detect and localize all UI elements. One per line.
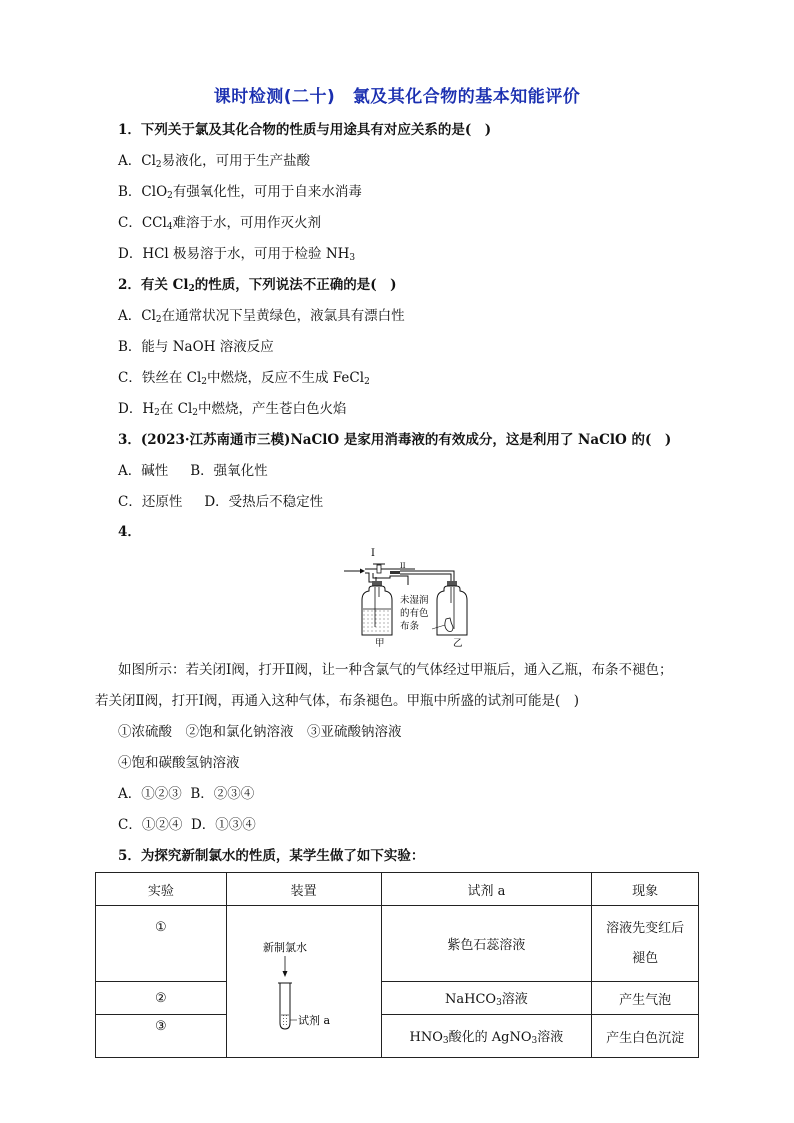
q2-option-b: B．能与 NaOH 溶液反应 xyxy=(118,339,274,355)
q3-options-ab xyxy=(118,462,268,480)
q1-stem: 1．下列关于氯及其化合物的性质与用途具有对应关系的是( ) xyxy=(118,122,492,138)
q4-choices-line2: ④饱和碳酸氢钠溶液 xyxy=(118,755,240,771)
q2-option-c: C．铁丝在 $Cl_2$中燃烧，反应不生成 FeCl$_2$ xyxy=(118,370,370,387)
reagent-cell: NaHCO$_3$溶液 xyxy=(381,982,592,1015)
bottle-yi-label: 乙 xyxy=(453,638,463,649)
q4-option-d: D．①③④ xyxy=(190,817,256,833)
valve-i-label: I xyxy=(371,548,375,559)
gas-washing-apparatus-figure xyxy=(342,545,472,650)
phenomenon-cell: 溶液先变红后 褪色 xyxy=(592,906,699,982)
phenomenon-cell: 产生白色沉淀 xyxy=(592,1015,699,1058)
cloth-label-line1: 未湿润 xyxy=(400,595,429,606)
header-phenomenon: 现象 xyxy=(592,873,699,906)
table-row xyxy=(96,982,699,1015)
row-id: ③ xyxy=(96,1015,227,1058)
header-apparatus: 装置 xyxy=(226,873,381,906)
header-reagent: 试剂 a xyxy=(381,873,592,906)
q1-option-d: D．HCl 极易溶于水，可用于检验 $NH_3$ xyxy=(118,246,356,263)
test-tube-figure xyxy=(249,921,359,1039)
q3-stem: 3．(2023·江苏南通市三模)NaClO 是家用消毒液的有效成分，这是利用了 NaClO 的( ) xyxy=(118,432,672,448)
q2-option-a: A．$Cl_2$在通常状况下呈黄绿色，液氯具有漂白性 xyxy=(118,308,405,325)
q4-option-b: B．②③④ xyxy=(190,786,255,802)
q4-choices-line1: ①浓硫酸 ②饱和氯化钠溶液 ③亚硫酸钠溶液 xyxy=(118,724,402,740)
q3-option-d: D．受热后不稳定性 xyxy=(204,494,324,510)
cloth-label-line3: 布条 xyxy=(400,621,420,632)
q1-option-a: A．$Cl_2$易液化，可用于生产盐酸 xyxy=(118,153,311,170)
table-row xyxy=(96,906,699,982)
reagent-a-label: 试剂 a xyxy=(297,1013,330,1027)
q4-option-c: C．①②④ xyxy=(118,817,183,833)
page-title: 课时检测(二十) 氯及其化合物的基本知能评价 xyxy=(213,87,581,107)
q2-option-d: D．$H_2$在 $Cl_2$中燃烧，产生苍白色火焰 xyxy=(118,401,347,418)
cloth-label-line2: 的有色 xyxy=(400,608,429,619)
experiment-table xyxy=(95,872,699,1058)
apparatus-cell xyxy=(226,906,381,1058)
q4-number: 4． xyxy=(118,524,141,540)
q1-option-b: B．ClO$_2$有强氧化性，可用于自来水消毒 xyxy=(118,184,362,201)
row-id: ① xyxy=(96,906,227,982)
q4-text-line1: 如图所示：若关闭Ⅰ阀，打开Ⅱ阀，让一种含氯气的气体经过甲瓶后，通入乙瓶，布条不褪色； xyxy=(118,662,673,678)
header-experiment: 实验 xyxy=(96,873,227,906)
q4-options-cd xyxy=(118,816,256,834)
q3-options-cd xyxy=(118,493,323,511)
q4-option-a: A．①②③ xyxy=(118,786,182,802)
q4-options-ab xyxy=(118,785,254,803)
q3-option-b: B．强氧化性 xyxy=(190,463,268,479)
bottle-jia-label: 甲 xyxy=(375,638,385,649)
reagent-cell: $HNO_3$酸化的 AgNO$_3$溶液 xyxy=(381,1015,592,1058)
q3-option-a: A．碱性 xyxy=(118,463,169,479)
table-row xyxy=(96,1015,699,1058)
valve-ii-label: II xyxy=(400,562,406,570)
q5-stem: 5．为探究新制氯水的性质，某学生做了如下实验： xyxy=(118,848,425,864)
reagent-cell: 紫色石蕊溶液 xyxy=(381,906,592,982)
q3-option-c: C．还原性 xyxy=(118,494,183,510)
chlorine-water-label: 新制氯水 xyxy=(262,940,307,954)
phenomenon-cell: 产生气泡 xyxy=(592,982,699,1015)
row-id: ② xyxy=(96,982,227,1015)
q4-text-line2: 若关闭Ⅱ阀，打开Ⅰ阀，再通入这种气体，布条褪色。甲瓶中所盛的试剂可能是( ) xyxy=(95,693,580,709)
table-header-row xyxy=(96,873,699,906)
q2-stem: 2．有关 $Cl_2$的性质，下列说法不正确的是( ) xyxy=(118,277,397,294)
q1-option-c: C．CCl$_4$难溶于水，可用作灭火剂 xyxy=(118,215,322,232)
